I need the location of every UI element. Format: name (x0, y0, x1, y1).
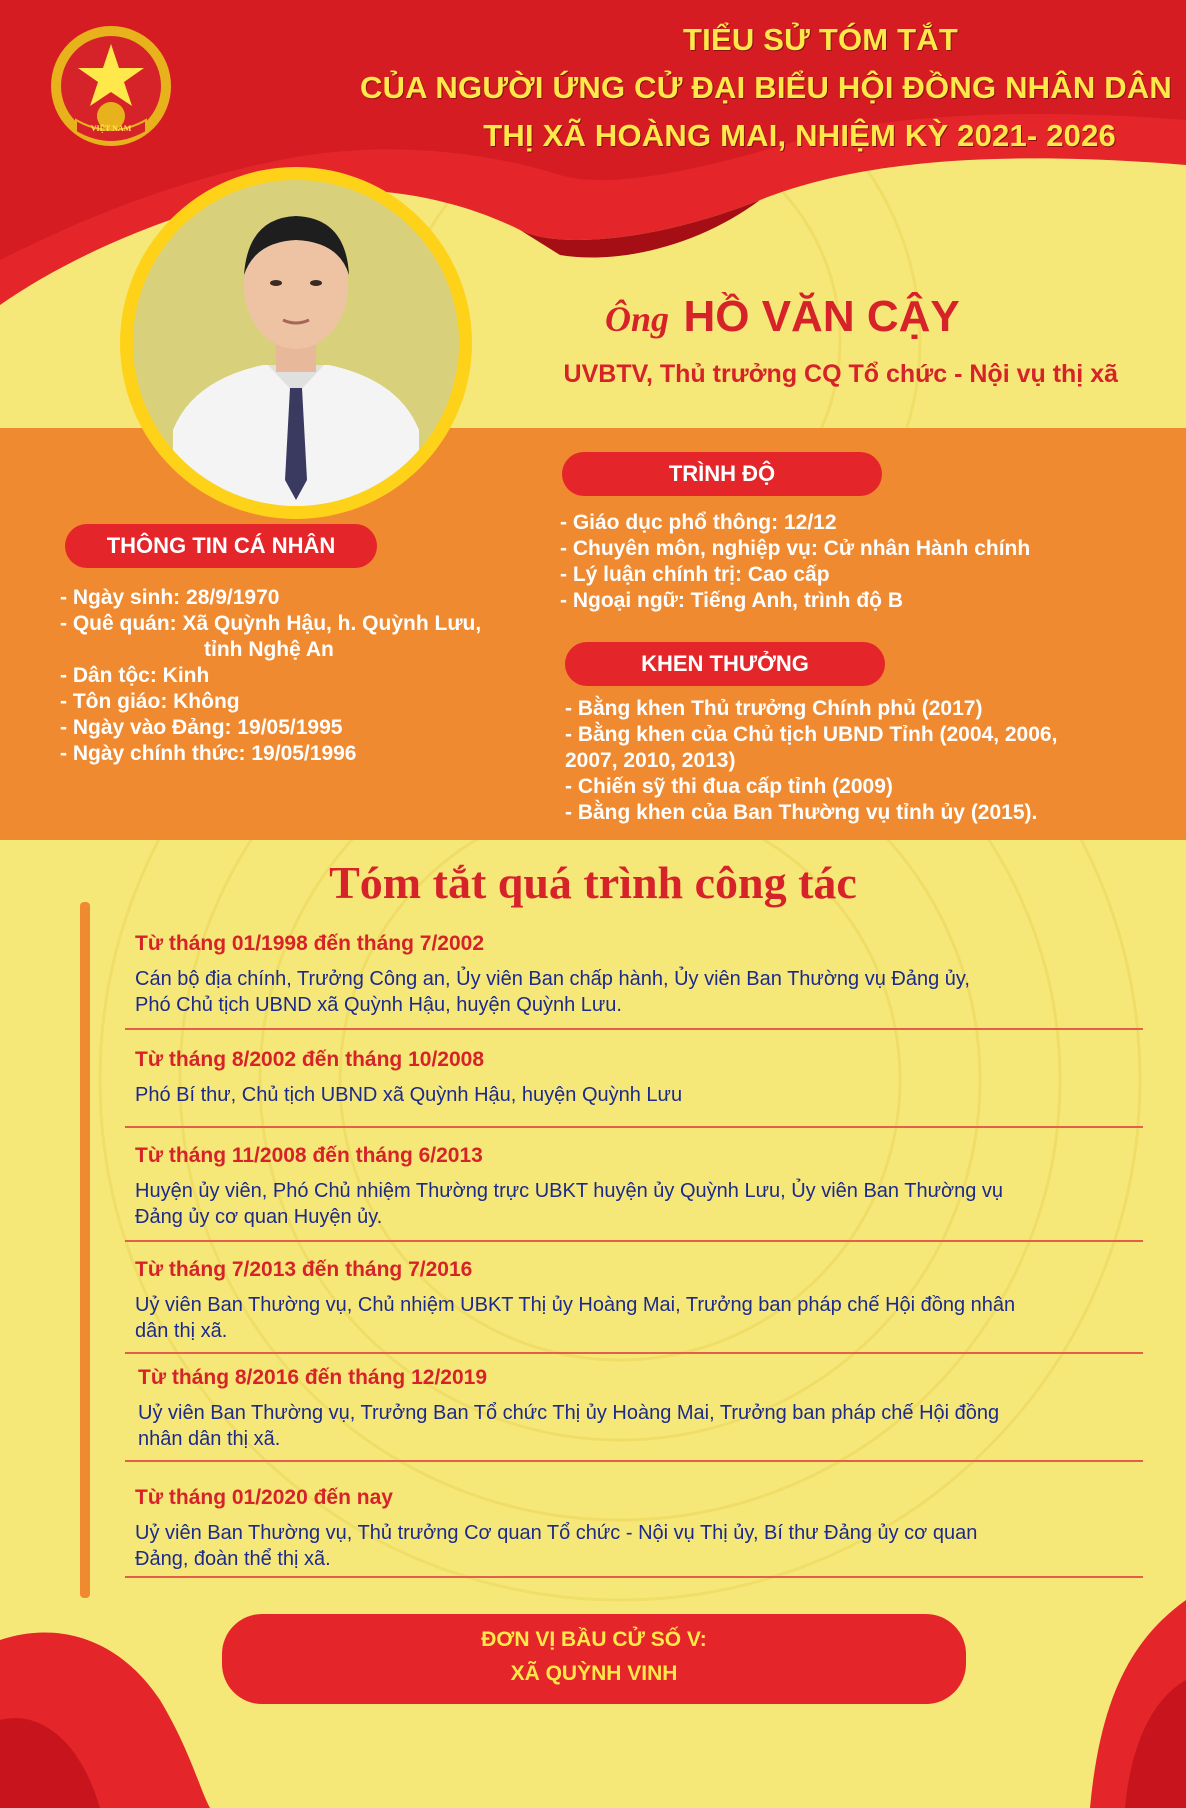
description-line: dân thị xã. (135, 1320, 228, 1342)
list-item: tỉnh Nghệ An (204, 638, 334, 661)
list-item: - Ngoại ngữ: Tiếng Anh, trình độ B (560, 589, 903, 612)
candidate-name-block (605, 292, 960, 342)
electoral-unit-label: ĐƠN VỊ BẦU CỬ SỐ V: (481, 1628, 707, 1651)
career-period: Từ tháng 8/2016 đến tháng 12/2019 (138, 1366, 487, 1389)
header-term: THỊ XÃ HOÀNG MAI, NHIỆM KỲ 2021- 2026 (483, 118, 1116, 153)
description-line: Cán bộ địa chính, Trưởng Công an, Ủy viên Ban chấp hành, Ủy viên Ban Thường vụ Đảng ủy, (135, 968, 970, 990)
education-list (560, 510, 1030, 614)
career-period: Từ tháng 01/1998 đến tháng 7/2002 (135, 932, 484, 955)
electoral-unit-box (222, 1614, 966, 1704)
career-description (135, 1082, 1175, 1108)
header-subtitle: CỦA NGƯỜI ỨNG CỬ ĐẠI BIỂU HỘI ĐỒNG NHÂN DÂN (360, 70, 1172, 105)
career-description (138, 1400, 1178, 1452)
description-line: Đảng ủy cơ quan Huyện ủy. (135, 1206, 383, 1228)
career-period: Từ tháng 01/2020 đến nay (135, 1486, 393, 1509)
description-line: Uỷ viên Ban Thường vụ, Thủ trưởng Cơ quan Tổ chức - Nội vụ Thị ủy, Bí thư Đảng ủy cơ quan (135, 1522, 978, 1544)
description-line: Phó Chủ tịch UBND xã Quỳnh Hậu, huyện Quỳnh Lưu. (135, 994, 622, 1016)
description-line: Uỷ viên Ban Thường vụ, Chủ nhiệm UBKT Thị ủy Hoàng Mai, Trưởng ban pháp chế Hội đồng nhân (135, 1294, 1016, 1316)
divider (125, 1576, 1143, 1578)
list-item: - Tôn giáo: Không (60, 690, 240, 713)
career-description (135, 966, 1175, 1018)
divider (125, 1460, 1143, 1462)
candidate-portrait (133, 180, 459, 506)
list-item: 2007, 2010, 2013) (565, 749, 736, 772)
description-line: Huyện ủy viên, Phó Chủ nhiệm Thường trực UBKT huyện ủy Quỳnh Lưu, Ủy viên Ban Thường vụ (135, 1180, 1004, 1202)
description-line: Đảng, đoàn thể thị xã. (135, 1548, 331, 1570)
portrait-figure-icon (133, 180, 459, 506)
divider (125, 1126, 1143, 1128)
description-line: Uỷ viên Ban Thường vụ, Trưởng Ban Tổ chức Thị ủy Hoàng Mai, Trưởng ban pháp chế Hội đồng (138, 1402, 1000, 1424)
header-title: TIỂU SỬ TÓM TẮT (683, 22, 958, 57)
national-emblem (46, 20, 176, 156)
career-period: Từ tháng 8/2002 đến tháng 10/2008 (135, 1048, 484, 1071)
list-item: - Bằng khen Thủ trưởng Chính phủ (2017) (565, 697, 983, 720)
list-item: - Chuyên môn, nghiệp vụ: Cử nhân Hành chính (560, 537, 1031, 560)
description-line: Phó Bí thư, Chủ tịch UBND xã Quỳnh Hậu, huyện Quỳnh Lưu (135, 1084, 683, 1106)
personal-info-list (60, 585, 481, 767)
list-item: - Lý luận chính trị: Cao cấp (560, 563, 830, 586)
description-line: nhân dân thị xã. (138, 1428, 281, 1450)
divider (125, 1028, 1143, 1030)
career-title: Tóm tắt quá trình công tác (329, 857, 857, 908)
candidate-name: HỒ VĂN CẬY (683, 292, 960, 341)
candidate-position: UVBTV, Thủ trưởng CQ Tổ chức - Nội vụ thị xã (563, 360, 1118, 388)
career-period: Từ tháng 7/2013 đến tháng 7/2016 (135, 1258, 473, 1281)
list-item: - Quê quán: Xã Quỳnh Hậu, h. Quỳnh Lưu, (60, 612, 482, 635)
career-description (135, 1178, 1175, 1230)
vietnam-national-emblem-icon (46, 20, 176, 156)
emblem-text: VIỆT NAM (90, 124, 132, 133)
career-period: Từ tháng 11/2008 đến tháng 6/2013 (135, 1144, 483, 1167)
electoral-unit-name: XÃ QUỲNH VINH (510, 1662, 678, 1685)
list-item: - Bằng khen của Ban Thường vụ tỉnh ủy (2015). (565, 801, 1038, 824)
list-item: - Ngày sinh: 28/9/1970 (60, 586, 280, 609)
awards-list (565, 696, 1057, 826)
education-heading: TRÌNH ĐỘ (562, 452, 882, 496)
awards-heading: KHEN THƯỞNG (565, 642, 885, 686)
career-description (135, 1520, 1175, 1572)
list-item: - Dân tộc: Kinh (60, 664, 210, 687)
list-item: - Bằng khen của Chủ tịch UBND Tỉnh (2004, 2006, (565, 723, 1058, 746)
career-description (135, 1292, 1175, 1344)
list-item: - Ngày chính thức: 19/05/1996 (60, 742, 357, 765)
personal-info-heading: THÔNG TIN CÁ NHÂN (65, 524, 377, 568)
candidate-prefix: Ông (605, 299, 670, 339)
list-item: - Chiến sỹ thi đua cấp tỉnh (2009) (565, 775, 893, 798)
list-item: - Giáo dục phổ thông: 12/12 (560, 511, 837, 534)
divider (125, 1240, 1143, 1242)
divider (125, 1352, 1143, 1354)
list-item: - Ngày vào Đảng: 19/05/1995 (60, 716, 343, 739)
